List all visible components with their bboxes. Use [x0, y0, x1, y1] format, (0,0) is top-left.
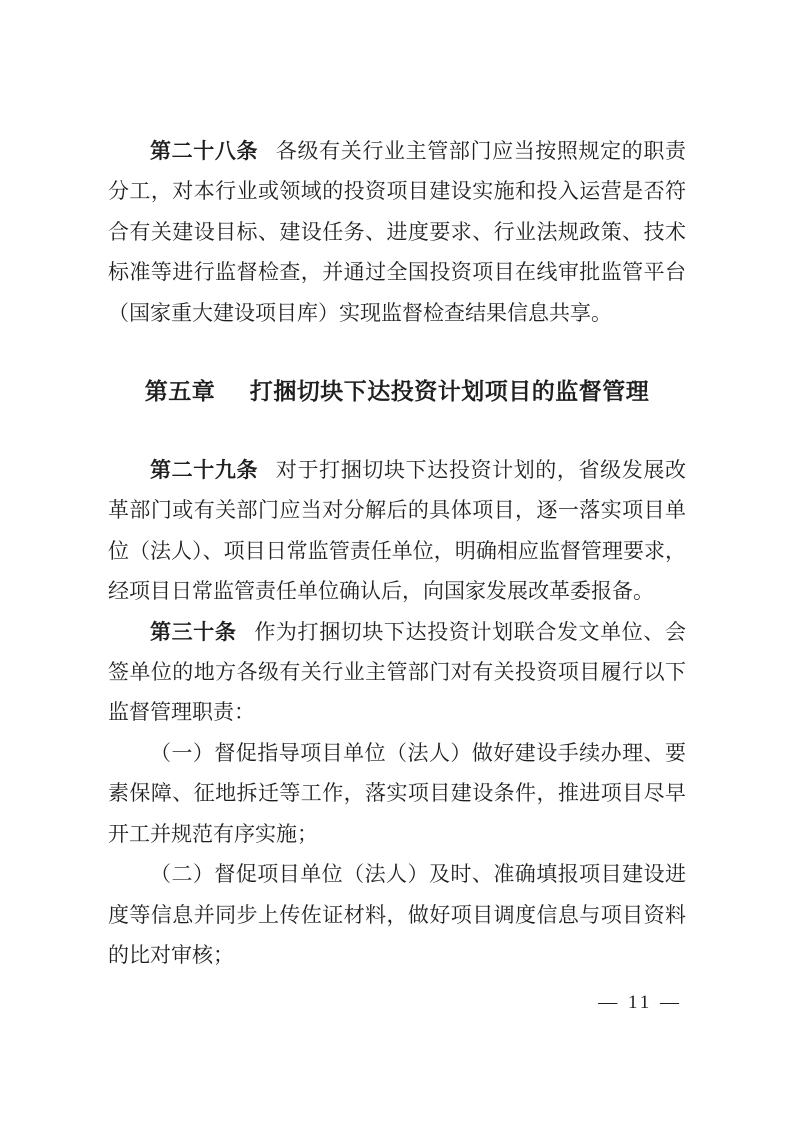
item-2-paragraph: [108, 854, 686, 975]
chapter-title: 打捆切块下达投资计划项目的监督管理: [249, 378, 650, 405]
article-30-number: 第三十条: [150, 619, 237, 644]
article-30-paragraph: [108, 612, 686, 733]
item-2-text: （二）督促项目单位（法人）及时、准确填报项目建设进度等信息并同步上传佐证材料，做好项目调度信息与项目资料的比对审核；: [108, 862, 686, 967]
article-28-number: 第二十八条: [150, 139, 259, 163]
article-29-text: 对于打捆切块下达投资计划的，省级发展改革部门或有关部门应当对分解后的具体项目，逐一落实项目单位（法人）、项目日常监管责任单位，明确相应监督管理要求，经项目日常监管责任单位确认后，向国家发展改革委报备。: [108, 458, 686, 604]
item-1-paragraph: [108, 733, 686, 854]
page-number: — 11 —: [598, 992, 682, 1013]
chapter-number: 第五章: [144, 378, 216, 405]
article-29-paragraph: [108, 450, 686, 612]
article-29-number: 第二十九条: [150, 458, 259, 483]
article-28-paragraph: [108, 131, 686, 333]
chapter-heading: [108, 371, 686, 411]
item-1-text: （一）督促指导项目单位（法人）做好建设手续办理、要素保障、征地拆迁等工作，落实项目建设条件，推进项目尽早开工并规范有序实施；: [108, 740, 686, 846]
article-28-text: 各级有关行业主管部门应当按照规定的职责分工，对本行业或领域的投资项目建设实施和投入运营是否符合有关建设目标、建设任务、进度要求、行业法规政策、技术标准等进行监督检查，并通过全国投资项目在线审批监管平台（国家重大建设项目库）实现监督检查结果信息共享。: [108, 139, 686, 325]
article-30-text: 作为打捆切块下达投资计划联合发文单位、会签单位的地方各级有关行业主管部门对有关投资项目履行以下监督管理职责：: [108, 619, 687, 725]
document-body: [108, 131, 686, 975]
